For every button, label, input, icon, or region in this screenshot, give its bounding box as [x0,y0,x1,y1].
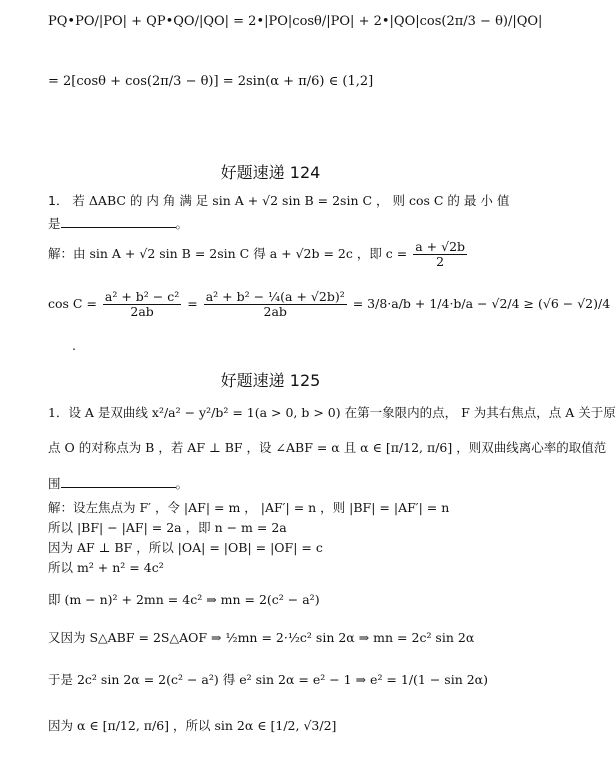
p124-cos-derivation [48,290,610,319]
answer-blank-125 [61,475,176,488]
p124-cos-f2-den: 2ab [263,304,287,319]
p124-solution-line-1 [48,240,469,269]
p125-solution-2: 所以 |BF| − |AF| = 2a ，即 n − m = 2a [48,520,287,535]
p124-cos-rest: = 3/8·a/b + 1/4·b/a − √2/4 ≥ (√6 − √2)/4 [352,296,611,311]
p124-sol1-frac-den: 2 [436,254,445,269]
p124-cos-f1-den: 2ab [130,304,154,319]
p124-sol1-fraction [413,240,467,269]
problem-124-title: 好题速递 124 [220,163,321,182]
p124-question [48,193,509,209]
p125-solution-7: 于是 2c² sin 2α = 2(c² − a²) 得 e² sin 2α = e² − 1 ⇒ e² = 1/(1 − sin 2α) [48,672,488,687]
p125-solution-4: 所以 m² + n² = 4c² [48,560,164,575]
p124-sol1-prefix: 解：由 sin A + √2 sin B = 2sin C 得 a + √2b = 2c ，即 c = [48,246,408,261]
answer-blank [61,215,176,228]
p125-q3-end: 。 [175,476,189,491]
p124-q-tail: 是 [48,216,61,231]
p124-dot: . [72,338,76,353]
p124-cos-f1-num: a² + b² − c² [104,289,180,304]
p125-solution-5: 即 (m − n)² + 2mn = 4c² ⇒ mn = 2(c² − a²) [48,592,320,607]
p124-q-prefix: 1． 若 [48,193,89,208]
p125-solution-6: 又因为 S△ABF = 2S△AOF ⇒ ½mn = 2·½c² sin 2α ⇒ mn = 2c² sin 2α [48,630,475,645]
top-equation-line-1: PQ•PO/|PO| + QP•QO/|QO| = 2•|PO|cosθ/|PO| + 2•|QO|cos(2π/3 − θ)/|QO| [48,14,543,29]
p124-question-tail [48,215,188,232]
p125-question-1: 1．设 A 是双曲线 x²/a² − y²/b² = 1(a > 0, b > 0) 在第一象限内的点， F 为其右焦点，点 A 关于原 [48,405,616,420]
p124-cos-frac-1 [103,290,181,319]
p125-q3-prefix: 围 [48,476,61,491]
p124-q-end: 。 [175,216,189,231]
p125-solution-3: 因为 AF ⊥ BF ，所以 |OA| = |OB| = |OF| = c [48,540,323,555]
p125-solution-8: 因为 α ∈ [π/12, π/6] ，所以 sin 2α ∈ [1/2, √3/2] [48,718,337,733]
p124-cos-f2-num: a² + b² − ¼(a + √2b)² [205,289,345,304]
p124-q-main: ΔABC 的 内 角 满 足 sin A + √2 sin B = 2sin C ， 则 cos C 的 最 小 值 [88,193,510,208]
p124-cos-lhs: cos C = [48,296,97,311]
problem-125-title: 好题速递 125 [220,371,321,390]
equals-sign: = [187,296,198,311]
top-equation-line-2: = 2[cosθ + cos(2π/3 − θ)] = 2sin(α + π/6) ∈ (1,2] [48,74,374,89]
p124-cos-frac-2 [204,290,347,319]
p124-sol1-frac-num: a + √2b [415,239,466,254]
p125-question-3 [48,475,188,492]
p125-solution-1: 解：设左焦点为 F′ ，令 |AF| = m ， |AF′| = n ，则 |BF| = |AF′| = n [48,500,450,515]
p125-question-2: 点 O 的对称点为 B ，若 AF ⊥ BF ，设 ∠ABF = α 且 α ∈ [π/12, π/6] ，则双曲线离心率的取值范 [48,440,607,455]
